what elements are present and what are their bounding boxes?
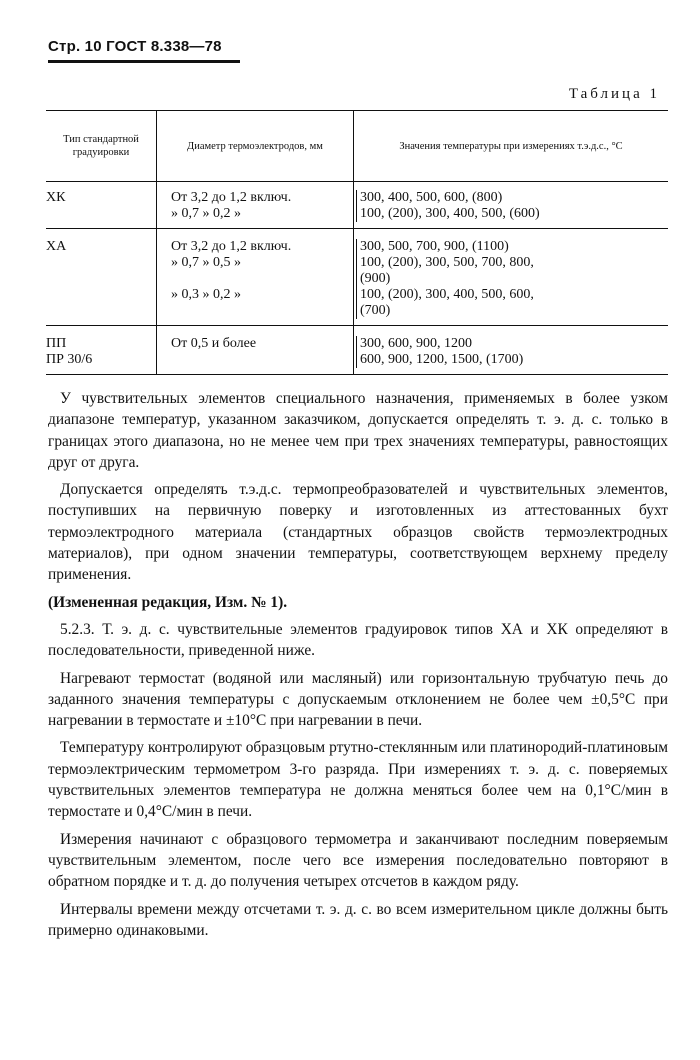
cell-values-line: 300, 500, 700, 900, (1100) [360,239,509,254]
column-header-type: Тип стандартной градуировки [63,134,139,158]
column-header-diameter: Диаметр термоэлектродов, мм [157,111,354,182]
page-header: Стр. 10 ГОСТ 8.338—78 [48,38,222,55]
cell-values-line: (700) [360,303,391,318]
cell-diameter-line: От 3,2 до 1,2 включ. [171,190,292,205]
cell-diameter-line: От 0,5 и более [171,336,257,351]
cell-values-line: 100, (200), 300, 400, 500, 600, [360,287,534,302]
cell-values-line: 600, 900, 1200, 1500, (1700) [360,352,524,367]
body-text [48,388,668,947]
paragraph: Температуру контролируют образцовым ртутно-стеклянным или платинородий-платиновым термоэлектрическим термометром 3-го разряда. При измерениях т. э. д. с. поверяемых чувствительных элементов температура не должна меняться более чем на 0,1°С/мин в термостате и 0,4°С/мин в печи. [48,739,668,821]
cell-type-line: ХК [46,190,66,205]
cell-type-line: ПП [46,336,67,351]
cell-diameter-line [171,271,345,287]
temperature-table [46,110,668,375]
cell-type-line: ХА [46,239,67,254]
column-header-values: Значения температуры при измерениях т.э.д.с., °С [354,111,669,182]
cell-diameter [157,326,354,375]
table-caption: Таблица 1 [568,86,660,102]
table-row [46,229,668,326]
cell-values [354,326,669,375]
paragraph: Нагревают термостат (водяной или масляный) или горизонтальную трубчатую печь до заданного значения температуры с допускаемым отклонением не более чем ±0,5°С при нагревании в термостате и ±10°С при нагревании в печи. [48,669,668,730]
cell-type [46,326,157,375]
header-rule [48,60,240,63]
paragraph: У чувствительных элементов специального назначения, применяемых в более узком диапазоне температур, указанном заказчиком, допускается определять т. э. д. с. только в границах этого диапазона, но не менее чем при трех значениях температуры, равностоящих друг от друга. [48,390,668,471]
table-row [46,182,668,229]
cell-diameter [157,182,354,229]
cell-values-line: 100, (200), 300, 400, 500, (600) [360,206,540,221]
cell-type-line: ПР 30/6 [46,352,93,367]
amendment-note: (Измененная редакция, Изм. № 1). [48,593,288,611]
cell-values-line: 300, 400, 500, 600, (800) [360,190,503,205]
cell-diameter-line: » 0,3 » 0,2 » [171,287,241,302]
paragraph: Измерения начинают с образцового термометра и заканчивают последним поверяемым чувствительным элементом, после чего все измерения последовательно повторяют в обратном порядке и т. д. до получения четырех отсчетов в каждом ряду. [48,830,668,891]
cell-diameter-line: От 3,2 до 1,2 включ. [171,239,292,254]
paragraph: 5.2.3. Т. э. д. с. чувствительные элементов градуировок типов ХА и ХК определяют в последовательности, приведенной ниже. [48,620,668,660]
table-row [46,326,668,375]
cell-diameter-line: » 0,7 » 0,2 » [171,206,241,221]
cell-diameter-line: » 0,7 » 0,5 » [171,255,241,270]
cell-values-line: 100, (200), 300, 500, 700, 800, [360,255,534,270]
table-header-row [46,111,668,182]
cell-values-line: 300, 600, 900, 1200 [360,336,472,351]
cell-values [354,229,669,326]
paragraph: Интервалы времени между отсчетами т. э. д. с. во всем измерительном цикле должны быть примерно одинаковыми. [48,900,668,939]
paragraph: Допускается определять т.э.д.с. термопреобразователей и чувствительных элементов, поступивших на первичную поверку и изготовленных из аттестованных бухт термоэлектродного материала (стандартных образцов свойств термоэлектродных материалов), при одном значении температуры, соответствующем верхнему пределу применения. [48,481,668,584]
cell-diameter [157,229,354,326]
cell-values [354,182,669,229]
cell-type [46,182,157,229]
cell-values-line: (900) [360,271,391,286]
cell-type [46,229,157,326]
